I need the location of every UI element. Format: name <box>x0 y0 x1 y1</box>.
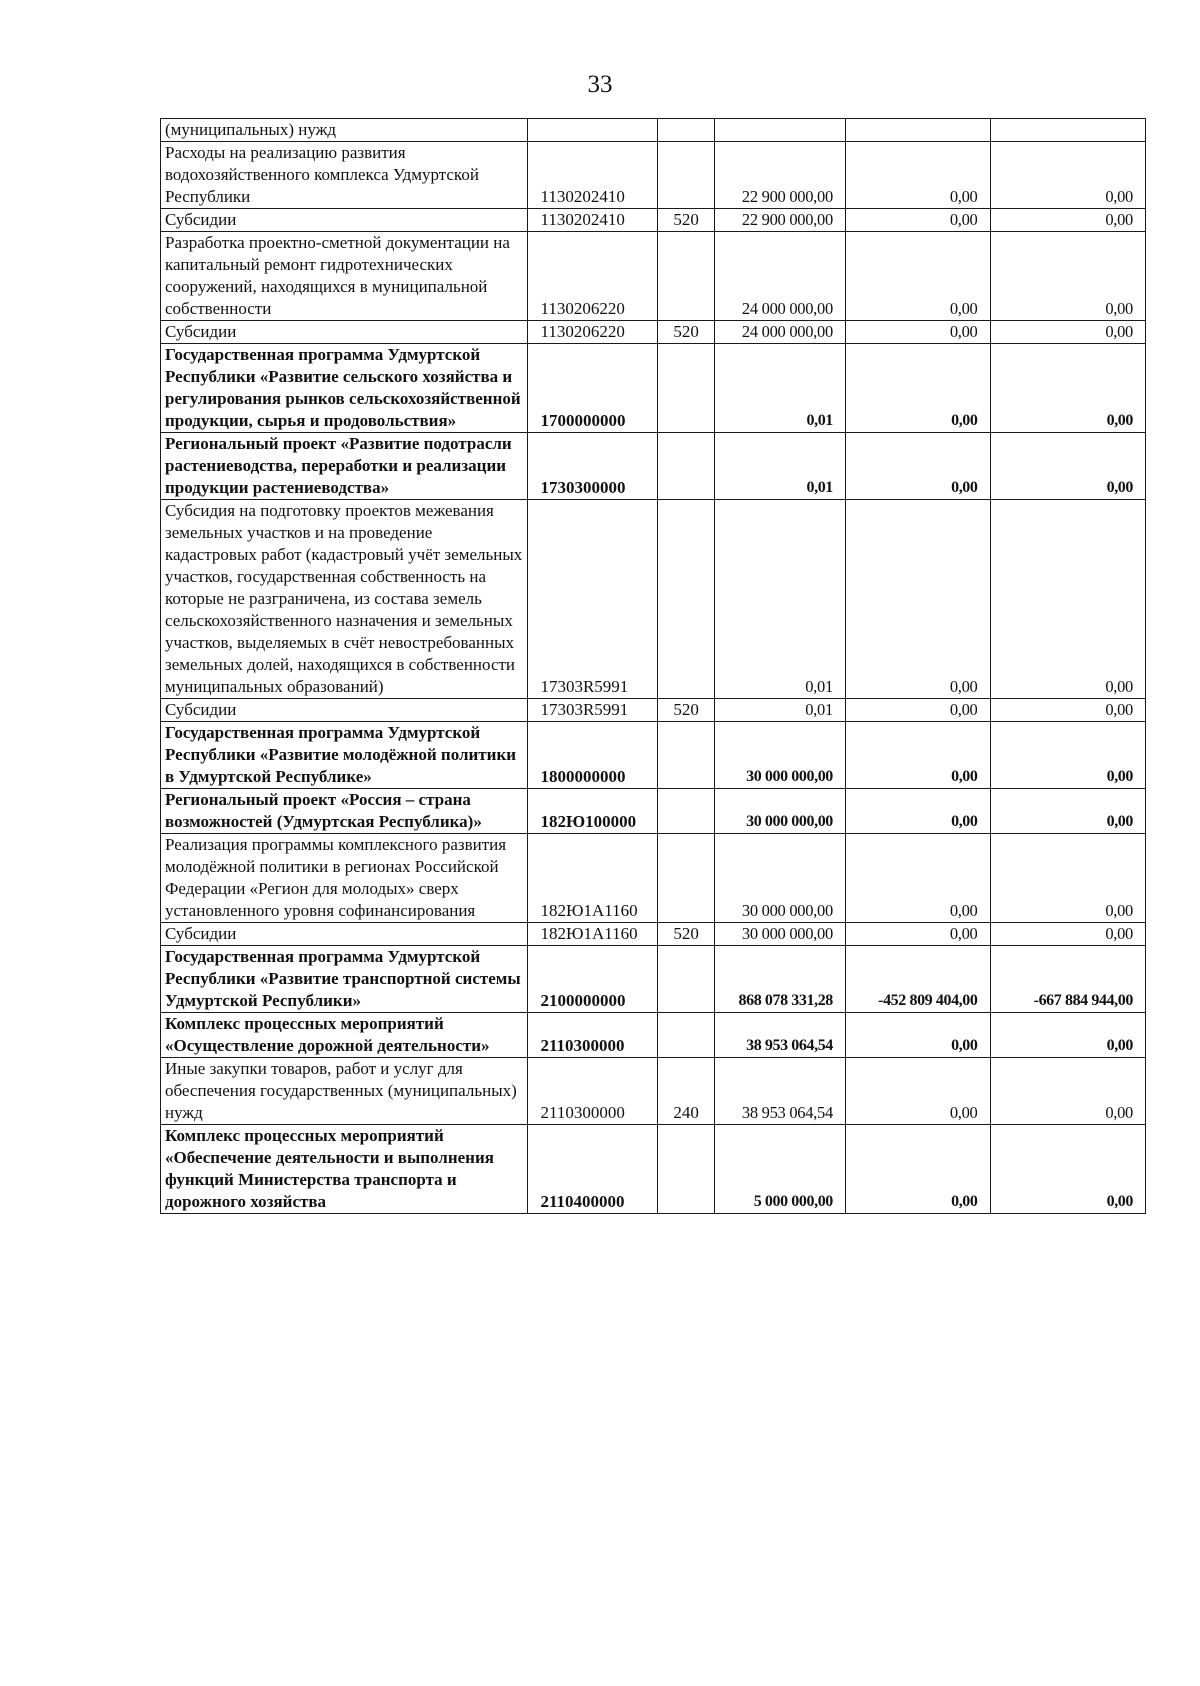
table-row <box>161 344 1146 433</box>
amount-year1-cell: 38 953 064,54 <box>715 1058 845 1125</box>
amount-year3-cell: 0,00 <box>990 1058 1146 1125</box>
amount-year3-cell: 0,00 <box>990 699 1146 722</box>
table-row <box>161 789 1146 834</box>
target-code-cell: 182Ю1А1160 <box>528 834 657 923</box>
table-row <box>161 722 1146 789</box>
page-number: 33 <box>587 71 613 98</box>
amount-year1-cell: 0,01 <box>715 344 845 433</box>
target-code-cell <box>528 119 657 142</box>
amount-year2-cell: 0,00 <box>845 923 990 946</box>
amount-year2-cell: 0,00 <box>845 433 990 500</box>
item-name-cell: Субсидии <box>161 923 528 946</box>
amount-year1-cell: 30 000 000,00 <box>715 923 845 946</box>
target-code-cell: 2110400000 <box>528 1125 657 1214</box>
target-code-cell: 1730300000 <box>528 433 657 500</box>
expense-type-cell: 240 <box>657 1058 715 1125</box>
amount-year3-cell: 0,00 <box>990 321 1146 344</box>
amount-year2-cell: 0,00 <box>845 789 990 834</box>
amount-year3-cell: 0,00 <box>990 722 1146 789</box>
amount-year2-cell: 0,00 <box>845 1058 990 1125</box>
item-name-cell: Реализация программы комплексного развития молодёжной политики в регионах Российской Федерации «Регион для молодых» сверх установленного уровня софинансирования <box>161 834 528 923</box>
amount-year1-cell: 30 000 000,00 <box>715 834 845 923</box>
expense-type-cell <box>657 1013 715 1058</box>
item-name-cell: Комплекс процессных мероприятий «Обеспечение деятельности и выполнения функций Министерства транспорта и дорожного хозяйства <box>161 1125 528 1214</box>
target-code-cell: 1130202410 <box>528 142 657 209</box>
expense-type-cell <box>657 119 715 142</box>
table-row <box>161 946 1146 1013</box>
table-row <box>161 1125 1146 1214</box>
amount-year3-cell: 0,00 <box>990 142 1146 209</box>
amount-year3-cell: 0,00 <box>990 923 1146 946</box>
amount-year3-cell: 0,00 <box>990 1013 1146 1058</box>
amount-year1-cell: 30 000 000,00 <box>715 722 845 789</box>
amount-year2-cell: 0,00 <box>845 321 990 344</box>
amount-year2-cell: 0,00 <box>845 1125 990 1214</box>
amount-year2-cell <box>845 119 990 142</box>
table-row <box>161 433 1146 500</box>
table-row <box>161 321 1146 344</box>
target-code-cell: 2100000000 <box>528 946 657 1013</box>
amount-year2-cell: 0,00 <box>845 1013 990 1058</box>
item-name-cell: Государственная программа Удмуртской Республики «Развитие молодёжной политики в Удмуртской Республике» <box>161 722 528 789</box>
target-code-cell: 2110300000 <box>528 1058 657 1125</box>
amount-year3-cell: 0,00 <box>990 232 1146 321</box>
budget-table-body <box>161 119 1146 1214</box>
target-code-cell: 1800000000 <box>528 722 657 789</box>
amount-year2-cell: 0,00 <box>845 344 990 433</box>
amount-year3-cell: 0,00 <box>990 344 1146 433</box>
amount-year2-cell: 0,00 <box>845 722 990 789</box>
item-name-cell: Региональный проект «Россия – страна возможностей (Удмуртская Республика)» <box>161 789 528 834</box>
table-row <box>161 119 1146 142</box>
amount-year3-cell <box>990 119 1146 142</box>
amount-year3-cell: 0,00 <box>990 834 1146 923</box>
amount-year3-cell: -667 884 944,00 <box>990 946 1146 1013</box>
expense-type-cell <box>657 789 715 834</box>
item-name-cell: Расходы на реализацию развития водохозяйственного комплекса Удмуртской Республики <box>161 142 528 209</box>
amount-year1-cell: 30 000 000,00 <box>715 789 845 834</box>
item-name-cell: Региональный проект «Развитие подотрасли растениеводства, переработки и реализации продукции растениеводства» <box>161 433 528 500</box>
amount-year1-cell: 24 000 000,00 <box>715 321 845 344</box>
table-row <box>161 1013 1146 1058</box>
item-name-cell: Субсидии <box>161 699 528 722</box>
amount-year1-cell: 5 000 000,00 <box>715 1125 845 1214</box>
amount-year2-cell: 0,00 <box>845 500 990 699</box>
amount-year3-cell: 0,00 <box>990 1125 1146 1214</box>
amount-year1-cell: 868 078 331,28 <box>715 946 845 1013</box>
expense-type-cell <box>657 344 715 433</box>
table-row <box>161 1058 1146 1125</box>
amount-year3-cell: 0,00 <box>990 433 1146 500</box>
amount-year1-cell: 24 000 000,00 <box>715 232 845 321</box>
amount-year2-cell: 0,00 <box>845 142 990 209</box>
table-row <box>161 834 1146 923</box>
expense-type-cell <box>657 500 715 699</box>
item-name-cell: Государственная программа Удмуртской Республики «Развитие сельского хозяйства и регулирования рынков сельскохозяйственной продукции, сырья и продовольствия» <box>161 344 528 433</box>
item-name-cell: Комплекс процессных мероприятий «Осуществление дорожной деятельности» <box>161 1013 528 1058</box>
amount-year3-cell: 0,00 <box>990 209 1146 232</box>
table-row <box>161 232 1146 321</box>
expense-type-cell <box>657 142 715 209</box>
item-name-cell: Иные закупки товаров, работ и услуг для обеспечения государственных (муниципальных) нужд <box>161 1058 528 1125</box>
amount-year1-cell: 0,01 <box>715 500 845 699</box>
table-row <box>161 500 1146 699</box>
expense-type-cell <box>657 1125 715 1214</box>
target-code-cell: 1700000000 <box>528 344 657 433</box>
target-code-cell: 17303R5991 <box>528 699 657 722</box>
target-code-cell: 1130202410 <box>528 209 657 232</box>
target-code-cell: 182Ю1А1160 <box>528 923 657 946</box>
expense-type-cell <box>657 946 715 1013</box>
target-code-cell: 182Ю100000 <box>528 789 657 834</box>
item-name-cell: Субсидии <box>161 321 528 344</box>
amount-year2-cell: 0,00 <box>845 699 990 722</box>
item-name-cell: (муниципальных) нужд <box>161 119 528 142</box>
amount-year3-cell: 0,00 <box>990 500 1146 699</box>
amount-year3-cell: 0,00 <box>990 789 1146 834</box>
amount-year1-cell: 22 900 000,00 <box>715 209 845 232</box>
amount-year1-cell <box>715 119 845 142</box>
amount-year2-cell: 0,00 <box>845 232 990 321</box>
target-code-cell: 2110300000 <box>528 1013 657 1058</box>
item-name-cell: Субсидии <box>161 209 528 232</box>
table-row <box>161 699 1146 722</box>
expense-type-cell <box>657 433 715 500</box>
target-code-cell: 17303R5991 <box>528 500 657 699</box>
amount-year1-cell: 0,01 <box>715 699 845 722</box>
amount-year2-cell: -452 809 404,00 <box>845 946 990 1013</box>
table-row <box>161 923 1146 946</box>
amount-year1-cell: 0,01 <box>715 433 845 500</box>
expense-type-cell <box>657 834 715 923</box>
item-name-cell: Разработка проектно-сметной документации на капитальный ремонт гидротехнических сооружений, находящихся в муниципальной собственности <box>161 232 528 321</box>
expense-type-cell <box>657 232 715 321</box>
expense-type-cell: 520 <box>657 699 715 722</box>
target-code-cell: 1130206220 <box>528 321 657 344</box>
amount-year2-cell: 0,00 <box>845 834 990 923</box>
expense-type-cell: 520 <box>657 209 715 232</box>
target-code-cell: 1130206220 <box>528 232 657 321</box>
item-name-cell: Субсидия на подготовку проектов межевания земельных участков и на проведение кадастровых работ (кадастровый учёт земельных участков, государственная собственность на которые не разграничена, из состава земель сельскохозяйственного назначения и земельных участков, выделяемых в счёт невостребованных земельных долей, находящихся в собственности муниципальных образований) <box>161 500 528 699</box>
table-row <box>161 209 1146 232</box>
item-name-cell: Государственная программа Удмуртской Республики «Развитие транспортной системы Удмуртской Республики» <box>161 946 528 1013</box>
amount-year2-cell: 0,00 <box>845 209 990 232</box>
budget-table <box>160 118 1146 1214</box>
expense-type-cell: 520 <box>657 321 715 344</box>
expense-type-cell <box>657 722 715 789</box>
amount-year1-cell: 22 900 000,00 <box>715 142 845 209</box>
amount-year1-cell: 38 953 064,54 <box>715 1013 845 1058</box>
table-row <box>161 142 1146 209</box>
expense-type-cell: 520 <box>657 923 715 946</box>
